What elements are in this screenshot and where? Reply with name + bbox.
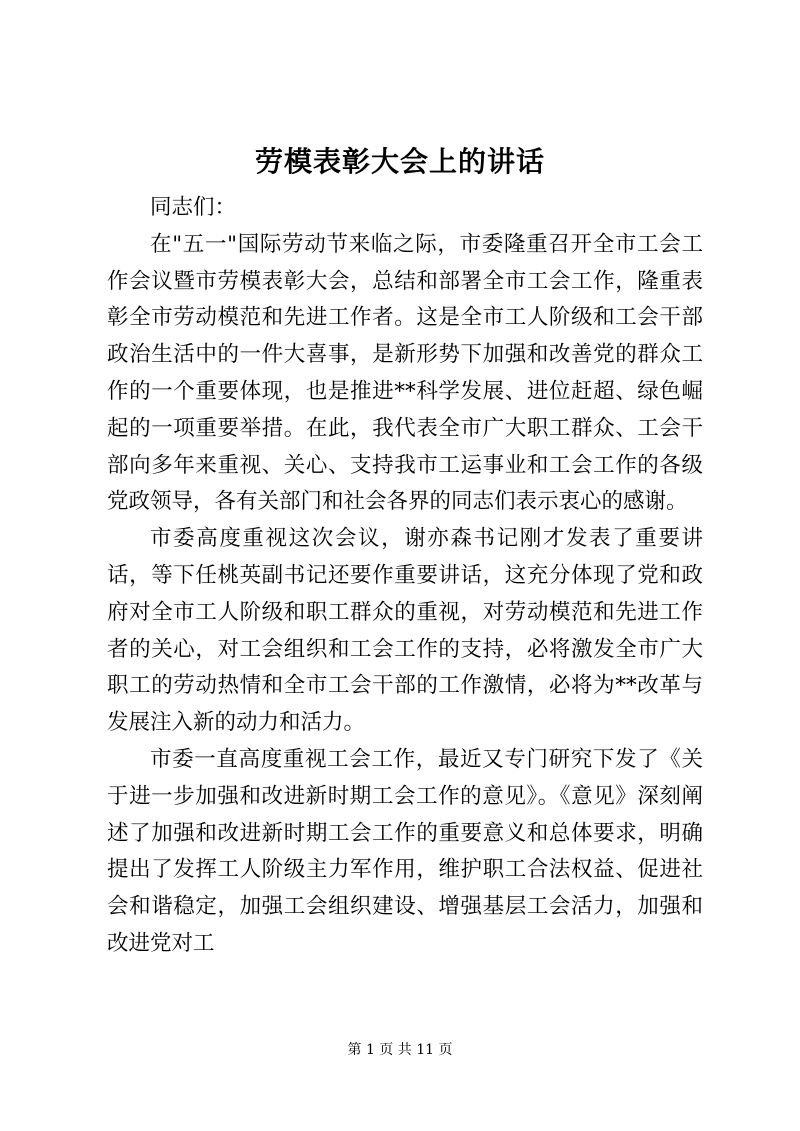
paragraph-2: 市委高度重视这次会议，谢亦森书记刚才发表了重要讲话，等下任桃英副书记还要作重要讲话，这充分体现了党和政府对全市工人阶级和职工群众的重视，对劳动模范和先进工作者的关心，对工会组织和工会工作的支持，必将激发全市广大职工的劳动热情和全市工会干部的工作激情，必将为**改革与发展注入新的动力和活力。 xyxy=(107,526,703,736)
document-title: 劳模表彰大会上的讲话 xyxy=(254,145,545,178)
salutation: 同志们： xyxy=(150,195,237,220)
paragraph-1: 在"五一"国际劳动节来临之际，市委隆重召开全市工会工作会议暨市劳模表彰大会，总结和部署全市工会工作，隆重表彰全市劳动模范和先进工作者。这是全市工人阶级和工会干部政治生活中的一件大喜事，是新形势下加强和改善党的群众工作的一个重要体现，也是推进**科学发展、进位赶超、绿色崛起的一项重要举措。在此，我代表全市广大职工群众、工会干部向多年来重视、关心、支持我市工运事业和工会工作的各级党政领导，各有关部门和社会各界的同志们表示衷心的感谢。 xyxy=(107,231,703,515)
document-body xyxy=(107,190,703,963)
paragraph-3: 市委一直高度重视工会工作，最近又专门研究下发了《关于进一步加强和改进新时期工会工作的意见》。《意见》深刻阐述了加强和改进新时期工会工作的重要意义和总体要求，明确提出了发挥工人阶级主力军作用，维护职工合法权益、促进社会和谐稳定，加强工会组织建设、增强基层工会活力，加强和改进党对工 xyxy=(107,746,703,956)
page-number-footer: 第 1 页 共 11 页 xyxy=(347,1042,453,1058)
